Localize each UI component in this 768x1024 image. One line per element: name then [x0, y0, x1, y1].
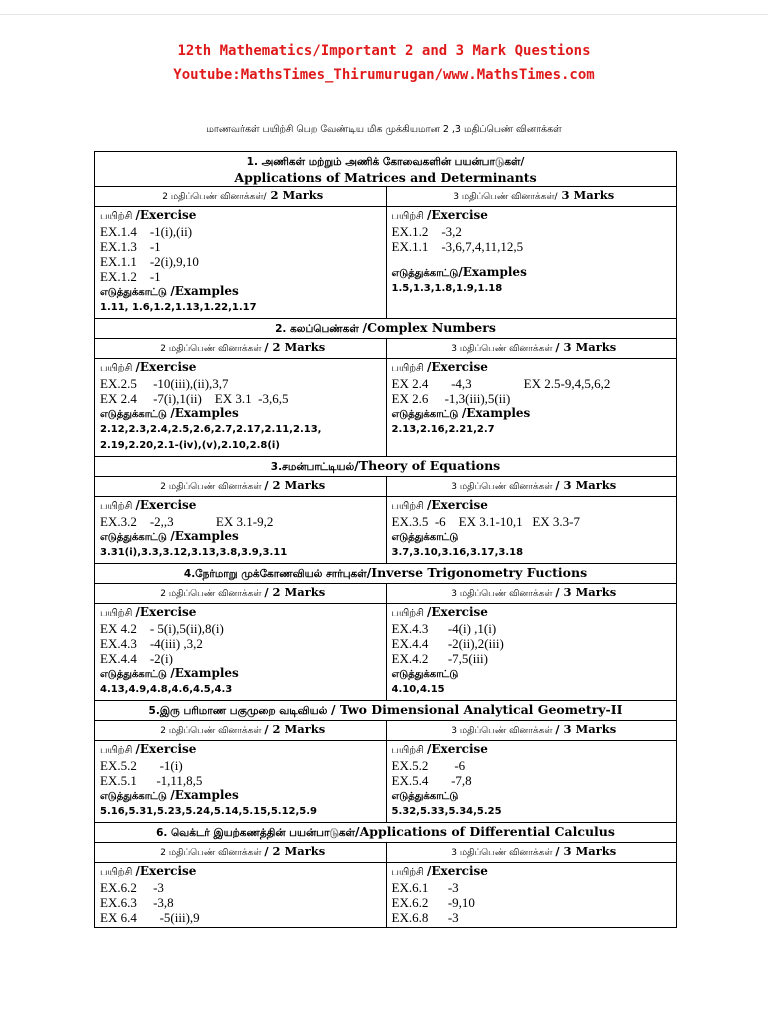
- marks-header-tamil: 2 மதிப்பெண் வினாக்கள்: [160, 589, 265, 599]
- exercise-label: [100, 742, 386, 758]
- exercise-line: EX.6.2 -9,10: [391, 895, 475, 910]
- exercise-label: [100, 360, 386, 376]
- exercise-line: EX.6.1 -3: [391, 880, 459, 895]
- exercise-label-english: /Exercise: [135, 605, 197, 619]
- content-row: [95, 359, 676, 457]
- three-marks-column: [386, 207, 677, 318]
- three-marks-column: [386, 497, 677, 563]
- section-title-tamil: 4.நேர்மாறு முக்கோணவியல் சார்புகள்: [183, 568, 367, 580]
- marks-header-tamil: 2 மதிப்பெண் வினாக்கள்/: [162, 192, 267, 202]
- exercise-label-tamil: பயிற்சி: [391, 211, 428, 222]
- exercise-line: EX.6.3 -3,8: [100, 895, 174, 910]
- exercise-label: [392, 208, 677, 224]
- two-marks-column: [95, 359, 386, 456]
- three-marks-header: [386, 843, 677, 862]
- marks-header-tamil: 2 மதிப்பெண் வினாக்கள்: [160, 344, 265, 354]
- section-title-english: /Applications of Differential Calculus: [355, 824, 615, 839]
- content-row: [95, 497, 676, 564]
- marks-header-tamil: 3 மதிப்பெண் வினாக்கள்: [451, 848, 556, 858]
- section-title-english: Applications of Matrices and Determinants: [234, 170, 537, 185]
- section-title-english: /Complex Numbers: [362, 320, 496, 335]
- section-title-english: / Two Dimensional Analytical Geometry-II: [330, 702, 623, 717]
- exercise-line: EX.3.5 -6 EX 3.1-10,1 EX 3.3-7: [391, 514, 580, 529]
- examples-label: [100, 284, 386, 300]
- examples-list: 5.32,5.33,5.34,5.25: [391, 806, 502, 817]
- section-title-english: /Theory of Equations: [354, 458, 501, 473]
- exercise-label-tamil: பயிற்சி: [100, 745, 136, 756]
- exercise-line: EX.1.2 -3,2: [391, 224, 462, 239]
- two-marks-header: [95, 843, 386, 862]
- exercise-label: [100, 498, 386, 514]
- exercise-line: EX 2.6 -1,3(iii),5(ii): [391, 391, 511, 406]
- exercise-line: EX.4.3 -4(i) ,1(i): [391, 621, 497, 636]
- questions-table: [94, 151, 677, 928]
- three-marks-column: [386, 604, 677, 700]
- examples-label: [100, 788, 386, 804]
- exercise-label-tamil: பயிற்சி: [100, 501, 136, 512]
- marks-header-tamil: 3 மதிப்பெண் வினாக்கள்: [451, 344, 556, 354]
- marks-header-english: / 3 Marks: [555, 340, 617, 354]
- exercise-label-tamil: பயிற்சி: [391, 501, 428, 512]
- exercise-line: EX.5.2 -1(i): [100, 758, 183, 773]
- exercise-line: EX 4.2 - 5(i),5(ii),8(i): [100, 621, 224, 636]
- content-row: [95, 207, 676, 319]
- examples-label-tamil: எடுத்துக்காட்டு: [391, 669, 459, 680]
- marks-header-english: 2 Marks: [266, 188, 324, 202]
- exercise-line: EX.2.5 -10(iii),(ii),3,7: [100, 376, 229, 391]
- examples-list: 2.19,2.20,2.1-(iv),(v),2.10,2.8(i): [100, 440, 280, 451]
- marks-header-tamil: 3 மதிப்பெண் வினாக்கள்/: [453, 192, 558, 202]
- examples-label: [392, 265, 677, 281]
- marks-header-row: [95, 339, 676, 359]
- section-title: [95, 564, 676, 584]
- header-title: 12th Mathematics/Important 2 and 3 Mark Questions: [177, 43, 591, 59]
- two-marks-column: [95, 207, 386, 318]
- exercise-label-tamil: பயிற்சி: [391, 363, 428, 374]
- examples-label-tamil: எடுத்துக்காட்டு: [391, 409, 462, 420]
- marks-header-english: / 2 Marks: [264, 722, 326, 736]
- exercise-line: EX 2.4 -4,3 EX 2.5-9,4,5,6,2: [391, 376, 611, 391]
- content-row: [95, 863, 676, 928]
- marks-header-row: [95, 721, 676, 741]
- section-title-tamil: 6. வெக்டர் இயற்கணத்தின் பயன்பாடுகள்: [156, 827, 356, 839]
- exercise-line: EX.1.3 -1: [100, 239, 161, 254]
- exercise-label-english: /Exercise: [135, 208, 197, 222]
- marks-header-tamil: 2 மதிப்பெண் வினாக்கள்: [160, 482, 265, 492]
- three-marks-column: [386, 741, 677, 822]
- three-marks-header: [386, 187, 677, 206]
- exercise-label: [392, 605, 677, 621]
- exercise-label-english: /Exercise: [427, 742, 488, 756]
- examples-label-english: /Examples: [170, 529, 239, 543]
- exercise-line: EX.4.3 -4(iii) ,3,2: [100, 636, 203, 651]
- content-row: [95, 604, 676, 701]
- examples-label-tamil: எடுத்துக்காட்டு: [391, 791, 459, 802]
- exercise-label-tamil: பயிற்சி: [100, 211, 136, 222]
- examples-list: 4.10,4.15: [391, 684, 445, 695]
- examples-label-english: /Examples: [461, 406, 531, 420]
- exercise-line: EX.1.2 -1: [100, 269, 161, 284]
- examples-label-tamil: எடுத்துக்காட்டு: [100, 532, 171, 543]
- examples-label: [100, 529, 386, 545]
- examples-list: 1.11, 1.6,1.2,1.13,1.22,1.17: [100, 302, 257, 313]
- examples-label: [392, 666, 677, 682]
- marks-header-english: / 3 Marks: [555, 585, 617, 599]
- exercise-line: EX.4.2 -7,5(iii): [391, 651, 488, 666]
- exercise-label: [392, 864, 677, 880]
- marks-header-row: [95, 187, 676, 207]
- two-marks-header: [95, 584, 386, 603]
- marks-header-tamil: 3 மதிப்பெண் வினாக்கள்: [451, 726, 556, 736]
- section-title-tamil: 1. அணிகள் மற்றும் அணிக் கோவைகளின் பயன்பாடுகள்/: [246, 156, 525, 168]
- exercise-label-tamil: பயிற்சி: [100, 867, 136, 878]
- section-title: [95, 152, 676, 187]
- exercise-label: [100, 605, 386, 621]
- examples-label-english: /Examples: [170, 406, 239, 420]
- two-marks-header: [95, 477, 386, 496]
- examples-list: 2.13,2.16,2.21,2.7: [391, 424, 495, 435]
- exercise-label: [392, 742, 677, 758]
- marks-header-tamil: 3 மதிப்பெண் வினாக்கள்: [451, 482, 556, 492]
- exercise-line: EX.1.1 -3,6,7,4,11,12,5: [391, 239, 524, 254]
- exercise-line: EX.6.8 -3: [391, 910, 459, 925]
- exercise-label: [100, 864, 386, 880]
- exercise-label-english: /Exercise: [135, 360, 197, 374]
- examples-label-english: /Examples: [170, 284, 239, 298]
- exercise-label-tamil: பயிற்சி: [391, 608, 428, 619]
- section-title: [95, 319, 676, 339]
- marks-header-english: / 3 Marks: [555, 844, 617, 858]
- spacer: [392, 254, 677, 265]
- exercise-label-english: /Exercise: [427, 605, 488, 619]
- examples-list: 4.13,4.9,4.8,4.6,4.5,4.3: [100, 684, 233, 695]
- exercise-line: EX.4.4 -2(ii),2(iii): [391, 636, 504, 651]
- examples-label-tamil: எடுத்துக்காட்டு: [391, 268, 459, 279]
- exercise-line: EX 6.4 -5(iii),9: [100, 910, 200, 925]
- section-title-tamil: 2. கலப்பெண்கள்: [275, 323, 363, 335]
- exercise-line: EX.3.2 -2,,3 EX 3.1-9,2: [100, 514, 274, 529]
- exercise-label-tamil: பயிற்சி: [391, 745, 428, 756]
- three-marks-column: [386, 863, 677, 927]
- marks-header-english: / 2 Marks: [264, 844, 326, 858]
- two-marks-header: [95, 721, 386, 740]
- top-rule: [0, 14, 768, 15]
- section-title-tamil: 5.இரு பரிமாண பகுமுறை வடிவியல்: [148, 705, 331, 717]
- section-title: [95, 457, 676, 477]
- two-marks-column: [95, 604, 386, 700]
- exercise-label-tamil: பயிற்சி: [100, 608, 136, 619]
- three-marks-header: [386, 339, 677, 358]
- examples-label-english: /Examples: [458, 265, 527, 279]
- examples-label-english: /Examples: [170, 788, 239, 802]
- section-title: [95, 823, 676, 843]
- three-marks-column: [386, 359, 677, 456]
- examples-list: 1.5,1.3,1.8,1.9,1.18: [391, 283, 503, 294]
- two-marks-column: [95, 497, 386, 563]
- examples-label-english: /Examples: [170, 666, 239, 680]
- exercise-line: EX.4.4 -2(i): [100, 651, 173, 666]
- examples-label-tamil: எடுத்துக்காட்டு: [100, 287, 171, 298]
- examples-list: 3.31(i),3.3,3.12,3.13,3.8,3.9,3.11: [100, 547, 288, 558]
- marks-header-english: / 3 Marks: [555, 722, 617, 736]
- exercise-label: [100, 208, 386, 224]
- marks-header-row: [95, 584, 676, 604]
- marks-header-tamil: 2 மதிப்பெண் வினாக்கள்: [160, 726, 265, 736]
- marks-header-english: / 2 Marks: [264, 478, 326, 492]
- exercise-label-english: /Exercise: [427, 360, 488, 374]
- exercise-label-english: /Exercise: [427, 208, 488, 222]
- two-marks-column: [95, 741, 386, 822]
- exercise-label: [392, 360, 677, 376]
- marks-header-english: 3 Marks: [557, 188, 615, 202]
- marks-header-row: [95, 843, 676, 863]
- examples-label: [392, 529, 677, 545]
- examples-label-tamil: எடுத்துக்காட்டு: [100, 791, 171, 802]
- examples-label: [392, 788, 677, 804]
- exercise-line: EX.1.1 -2(i),9,10: [100, 254, 199, 269]
- examples-label-tamil: எடுத்துக்காட்டு: [391, 532, 459, 543]
- examples-label: [100, 666, 386, 682]
- three-marks-header: [386, 721, 677, 740]
- exercise-label-english: /Exercise: [427, 864, 488, 878]
- two-marks-header: [95, 339, 386, 358]
- exercise-line: EX.5.4 -7,8: [391, 773, 472, 788]
- exercise-line: EX.5.1 -1,11,8,5: [100, 773, 203, 788]
- exercise-label-tamil: பயிற்சி: [100, 363, 136, 374]
- page-subtitle: மாணவர்கள் பயிற்சி பெற வேண்டிய மிக முக்கியமான 2 ,3 மதிப்பெண் வினாக்கள்: [206, 124, 562, 135]
- exercise-line: EX 2.4 -7(i),1(ii) EX 3.1 -3,6,5: [100, 391, 289, 406]
- exercise-label: [392, 498, 677, 514]
- header-source: Youtube:MathsTimes_Thirumurugan/www.MathsTimes.com: [173, 67, 595, 83]
- examples-list: 3.7,3.10,3.16,3.17,3.18: [391, 547, 524, 558]
- examples-label: [392, 406, 677, 422]
- two-marks-column: [95, 863, 386, 927]
- exercise-label-tamil: பயிற்சி: [391, 867, 428, 878]
- three-marks-header: [386, 477, 677, 496]
- exercise-line: EX.1.4 -1(i),(ii): [100, 224, 193, 239]
- exercise-label-english: /Exercise: [135, 864, 197, 878]
- marks-header-english: / 2 Marks: [264, 585, 326, 599]
- three-marks-header: [386, 584, 677, 603]
- examples-label-tamil: எடுத்துக்காட்டு: [100, 409, 171, 420]
- exercise-line: EX.5.2 -6: [391, 758, 466, 773]
- exercise-label-english: /Exercise: [427, 498, 488, 512]
- exercise-line: EX.6.2 -3: [100, 880, 164, 895]
- content-row: [95, 741, 676, 823]
- marks-header-tamil: 3 மதிப்பெண் வினாக்கள்: [451, 589, 556, 599]
- examples-list: 2.12,2.3,2.4,2.5,2.6,2.7,2.17,2.11,2.13,: [100, 424, 322, 435]
- marks-header-english: / 3 Marks: [555, 478, 617, 492]
- marks-header-tamil: 2 மதிப்பெண் வினாக்கள்: [160, 848, 265, 858]
- exercise-label-english: /Exercise: [135, 742, 197, 756]
- examples-label: [100, 406, 386, 422]
- examples-label-tamil: எடுத்துக்காட்டு: [100, 669, 171, 680]
- marks-header-english: / 2 Marks: [264, 340, 326, 354]
- section-title-tamil: 3.சமன்பாட்டியல்: [270, 461, 355, 473]
- two-marks-header: [95, 187, 386, 206]
- marks-header-row: [95, 477, 676, 497]
- examples-list: 5.16,5.31,5.23,5.24,5.14,5.15,5.12,5.9: [100, 806, 318, 817]
- section-title-english: /Inverse Trigonometry Fuctions: [366, 565, 588, 580]
- section-title: [95, 701, 676, 721]
- exercise-label-english: /Exercise: [135, 498, 197, 512]
